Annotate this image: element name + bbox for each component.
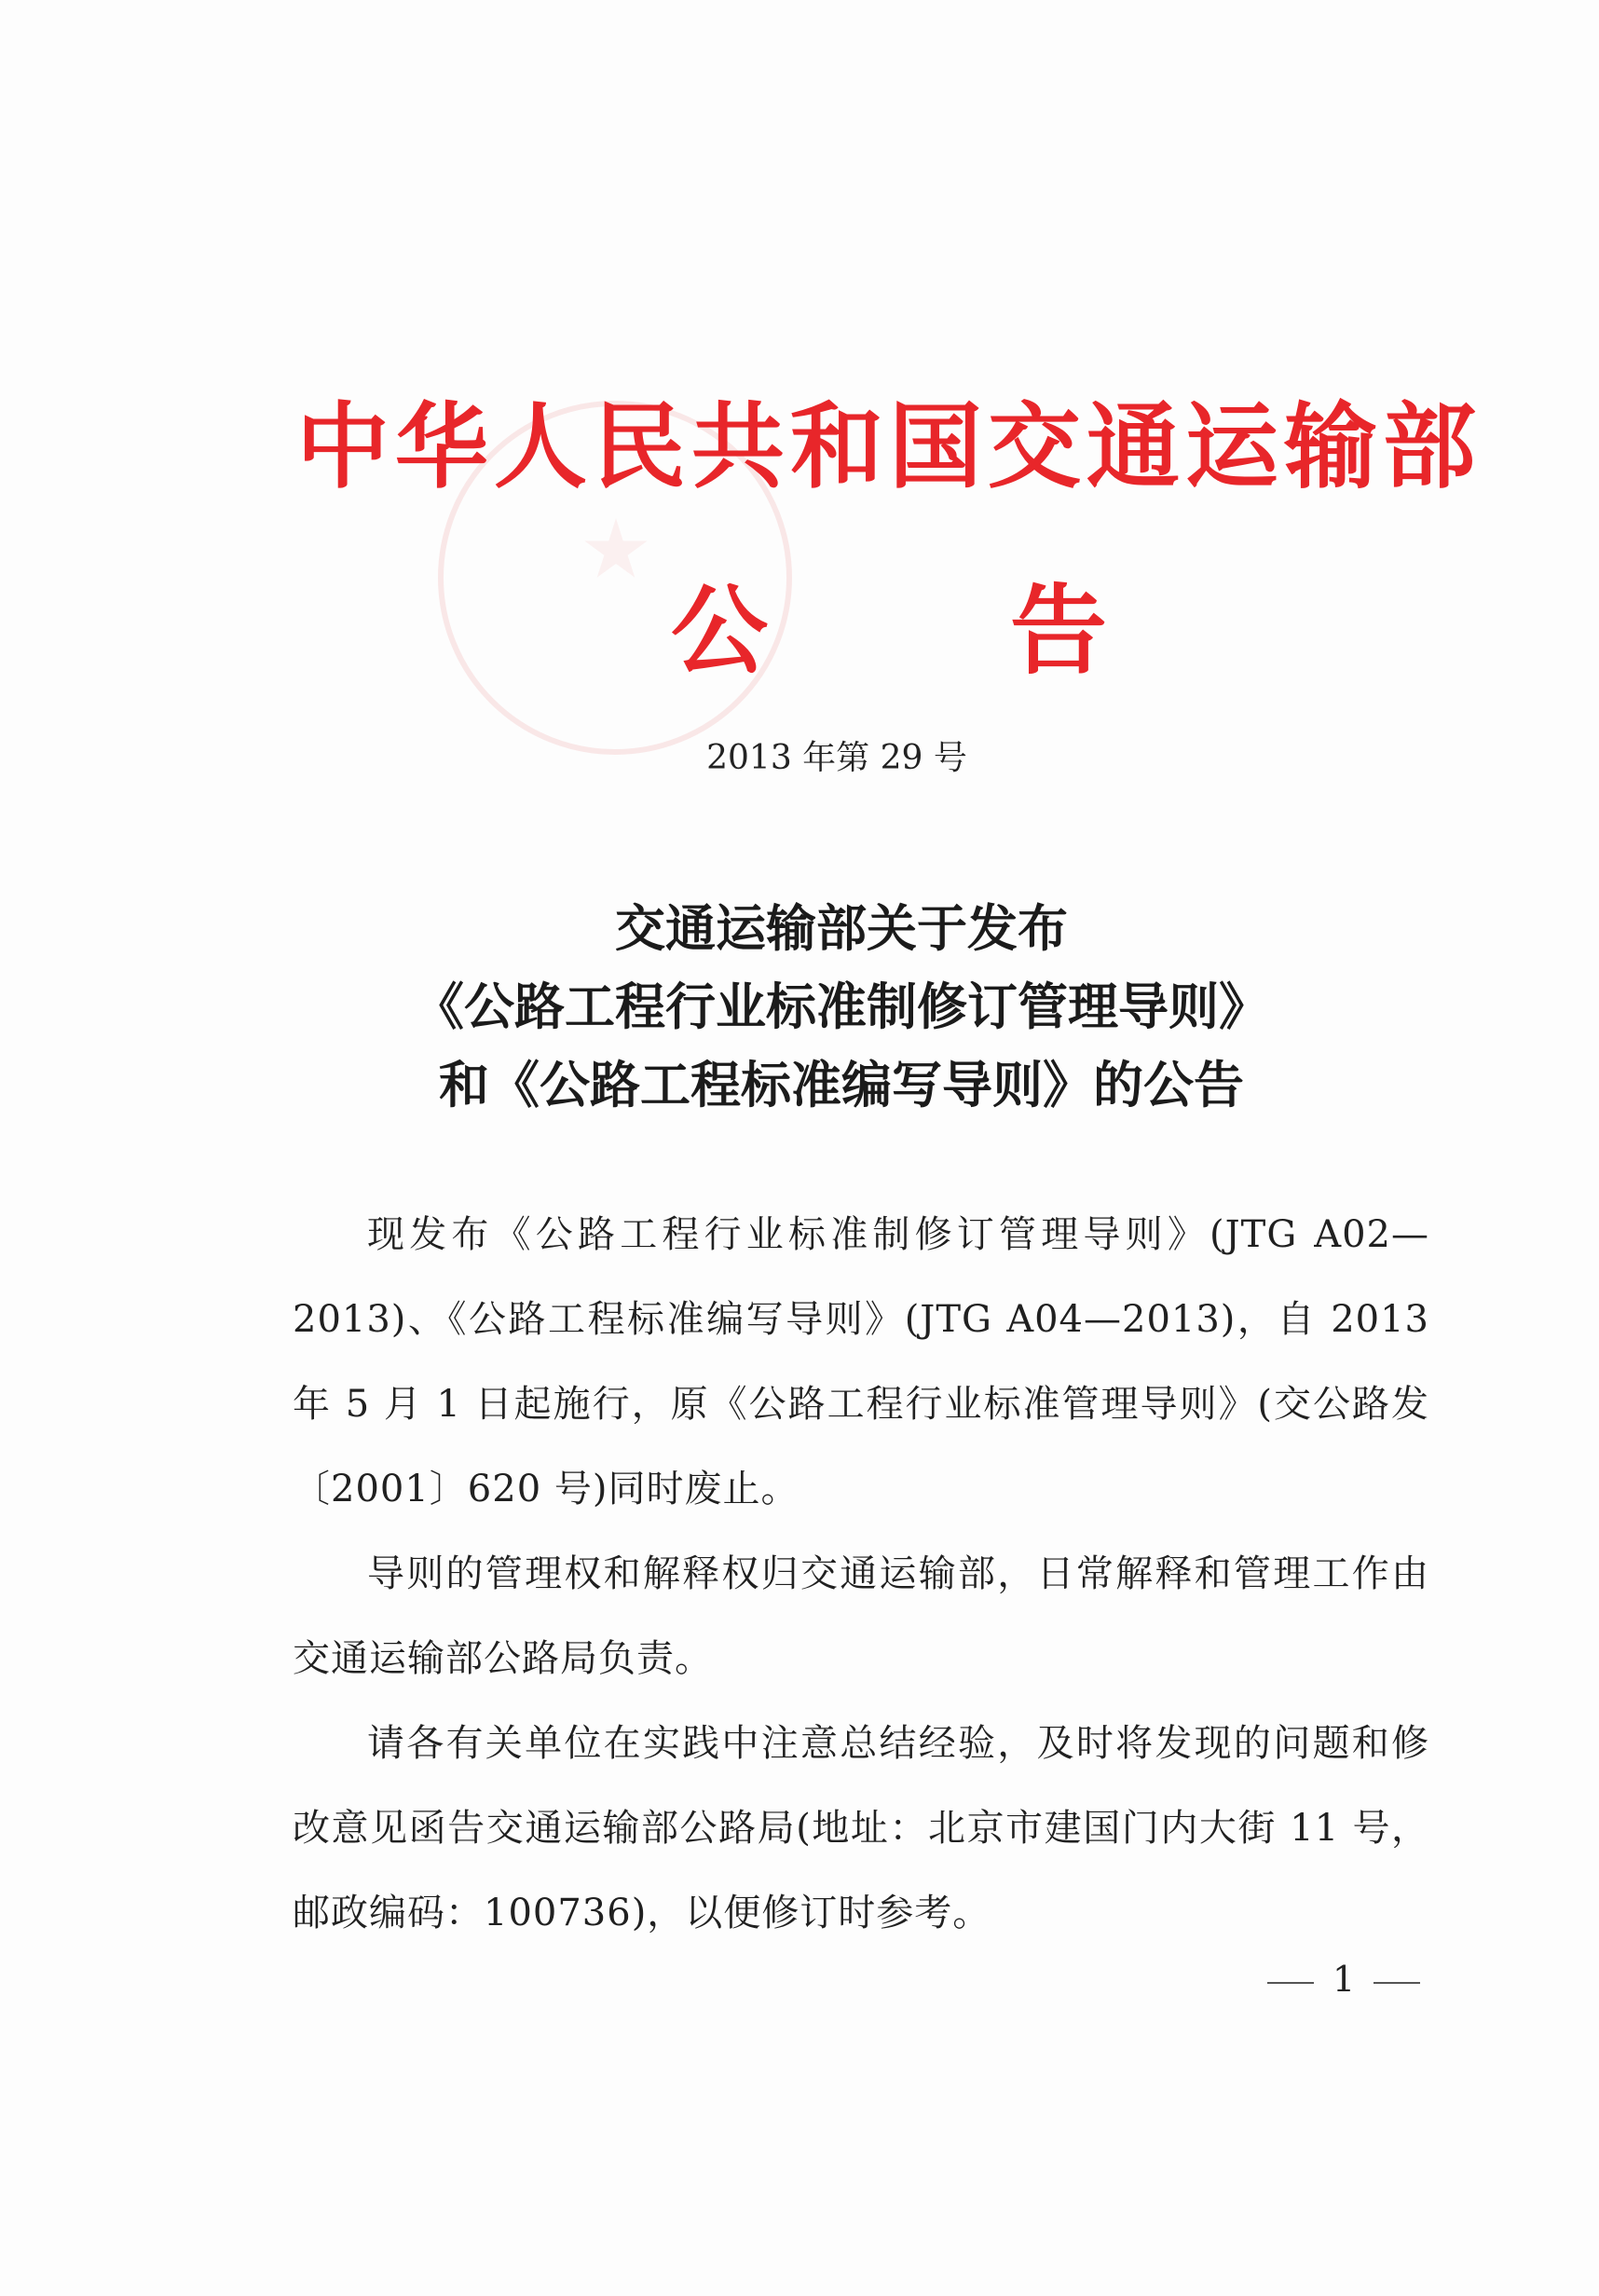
page-number-value: 1 <box>1332 1959 1356 2000</box>
document-body <box>293 1193 1429 1956</box>
document-type <box>671 573 1107 689</box>
document-number: 2013 年第 29 号 <box>706 739 967 777</box>
title-line: 和《公路工程标准编写导则》的公告 <box>439 1056 1244 1114</box>
title-line: 《公路工程行业标准制修订管理导则》 <box>414 977 1269 1036</box>
body-paragraph: 导则的管理权和解释权归交通运输部，日常解释和管理工作由交通运输部公路局负责。 <box>293 1552 1429 1680</box>
title-line: 交通运输部关于发布 <box>615 899 1068 958</box>
body-paragraph: 请各有关单位在实践中注意总结经验，及时将发现的问题和修改意见函告交通运输部公路局(地址：北京市建国门内大街 11 号，邮政编码：100736)，以便修订时参考。 <box>293 1722 1429 1934</box>
dash-right <box>1374 1982 1420 1984</box>
dash-left <box>1267 1982 1314 1984</box>
document-type-char: 公 <box>671 574 769 688</box>
issuing-organization: 中华人民共和国交通运输部 <box>296 392 1482 501</box>
document-title <box>0 890 1599 1125</box>
document-type-char: 告 <box>1010 574 1108 688</box>
body-paragraph: 现发布《公路工程行业标准制修订管理导则》(JTG A02—2013)、《公路工程标准编写导则》(JTG A04—2013)，自 2013 年 5 月 1 日起施行，原《公路工程行业标准管理导则》(交公路发〔2001〕620 号)同时废止。 <box>293 1213 1429 1510</box>
page-number <box>1267 1957 1420 2002</box>
